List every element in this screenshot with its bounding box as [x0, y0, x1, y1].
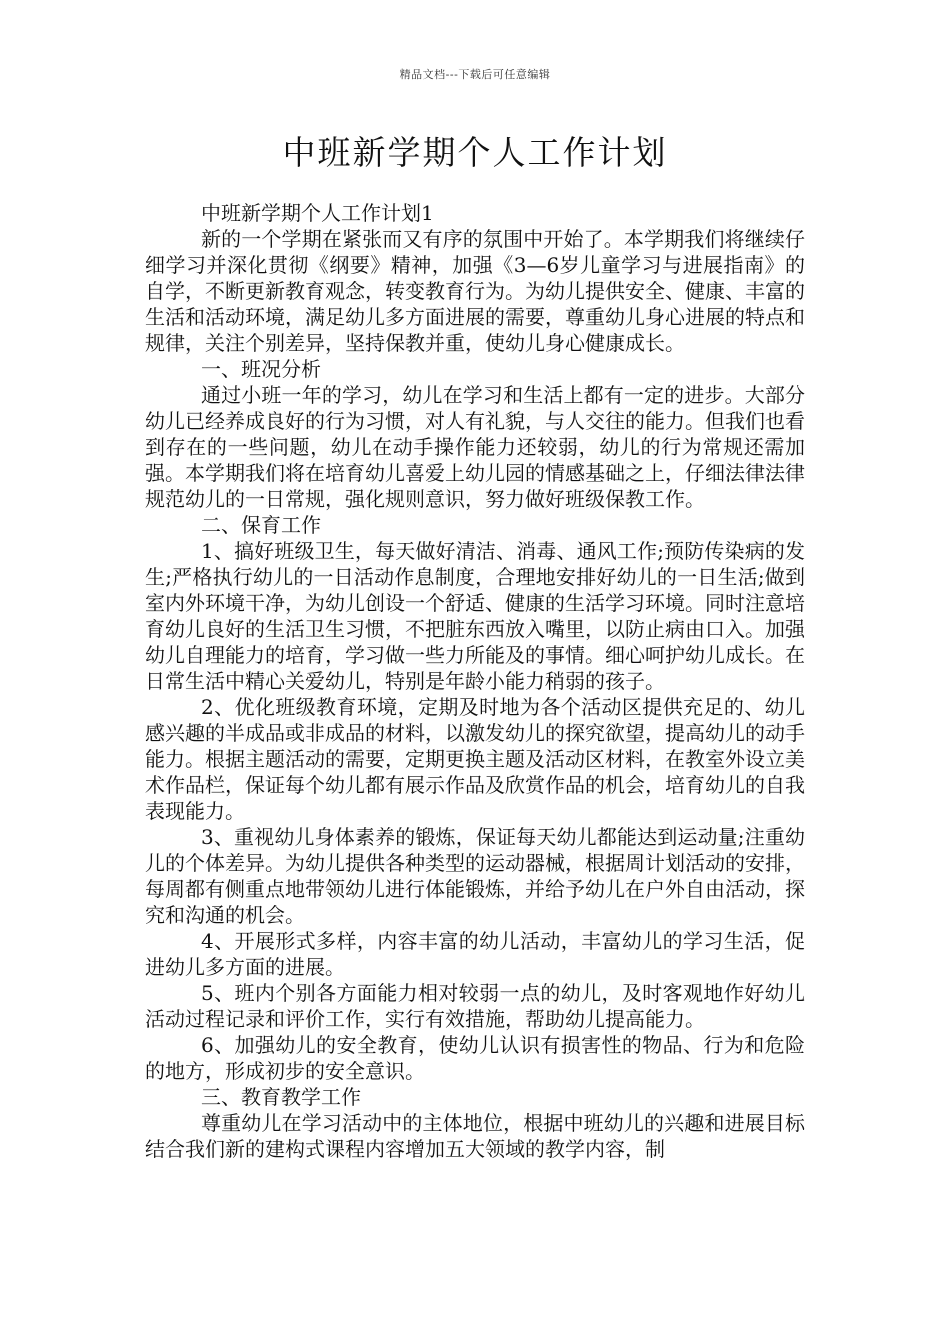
section-heading-care-work: 二、保育工作: [201, 513, 321, 537]
header-note: 精品文档---下载后可任意编辑: [399, 68, 551, 81]
section-heading-class-analysis: 一、班况分析: [201, 357, 321, 381]
care-item-6: 6、加强幼儿的安全教育，使幼儿认识有损害性的物品、行为和危险的地方，形成初步的安全意识。: [145, 1033, 805, 1083]
teaching-paragraph: 尊重幼儿在学习活动中的主体地位，根据中班幼儿的兴趣和进展目标结合我们新的建构式课程内容增加五大领域的教学内容，制: [145, 1111, 805, 1161]
intro-paragraph: 新的一个学期在紧张而又有序的氛围中开始了。本学期我们将继续仔细学习并深化贯彻《纲要》精神，加强《3—6岁儿童学习与进展指南》的自学，不断更新教育观念，转变教育行为。为幼儿提供安全、健康、丰富的生活和活动环境，满足幼儿多方面进展的需要，尊重幼儿身心进展的特点和规律，关注个别差异，坚持保教并重，使幼儿身心健康成长。: [145, 227, 805, 355]
document-title: 中班新学期个人工作计划: [282, 133, 668, 172]
document-body: [145, 200, 805, 1162]
care-item-3: 3、重视幼儿身体素养的锻炼，保证每天幼儿都能达到运动量;注重幼儿的个体差异。为幼儿提供各种类型的运动器械，根据周计划活动的安排，每周都有侧重点地带领幼儿进行体能锻炼，并给予幼儿在户外自由活动，探究和沟通的机会。: [145, 825, 805, 927]
class-analysis-paragraph: 通过小班一年的学习，幼儿在学习和生活上都有一定的进步。大部分幼儿已经养成良好的行为习惯，对人有礼貌，与人交往的能力。但我们也看到存在的一些问题，幼儿在动手操作能力还较弱，幼儿的行为常规还需加强。本学期我们将在培育幼儿喜爱上幼儿园的情感基础之上，仔细法律法律规范幼儿的一日常规，强化规则意识，努力做好班级保教工作。: [145, 383, 805, 511]
care-item-2: 2、优化班级教育环境，定期及时地为各个活动区提供充足的、幼儿感兴趣的半成品或非成品的材料，以激发幼儿的探究欲望，提高幼儿的动手能力。根据主题活动的需要，定期更换主题及活动区材料，在教室外设立美术作品栏，保证每个幼儿都有展示作品及欣赏作品的机会，培育幼儿的自我表现能力。: [145, 695, 805, 823]
section-heading-teaching-work: 三、教育教学工作: [201, 1085, 361, 1109]
care-item-1: 1、搞好班级卫生，每天做好清洁、消毒、通风工作;预防传染病的发生;严格执行幼儿的一日活动作息制度，合理地安排好幼儿的一日生活;做到室内外环境干净，为幼儿创设一个舒适、健康的生活学习环境。同时注意培育幼儿良好的生活卫生习惯，不把脏东西放入嘴里，以防止病由口入。加强幼儿自理能力的培育，学习做一些力所能及的事情。细心呵护幼儿成长。在日常生活中精心关爱幼儿，特别是年龄小能力稍弱的孩子。: [145, 539, 805, 693]
care-item-4: 4、开展形式多样，内容丰富的幼儿活动，丰富幼儿的学习生活，促进幼儿多方面的进展。: [145, 929, 805, 979]
subtitle-paragraph: 中班新学期个人工作计划1: [201, 201, 434, 225]
care-item-5: 5、班内个别各方面能力相对较弱一点的幼儿，及时客观地作好幼儿活动过程记录和评价工作，实行有效措施，帮助幼儿提高能力。: [145, 981, 805, 1031]
